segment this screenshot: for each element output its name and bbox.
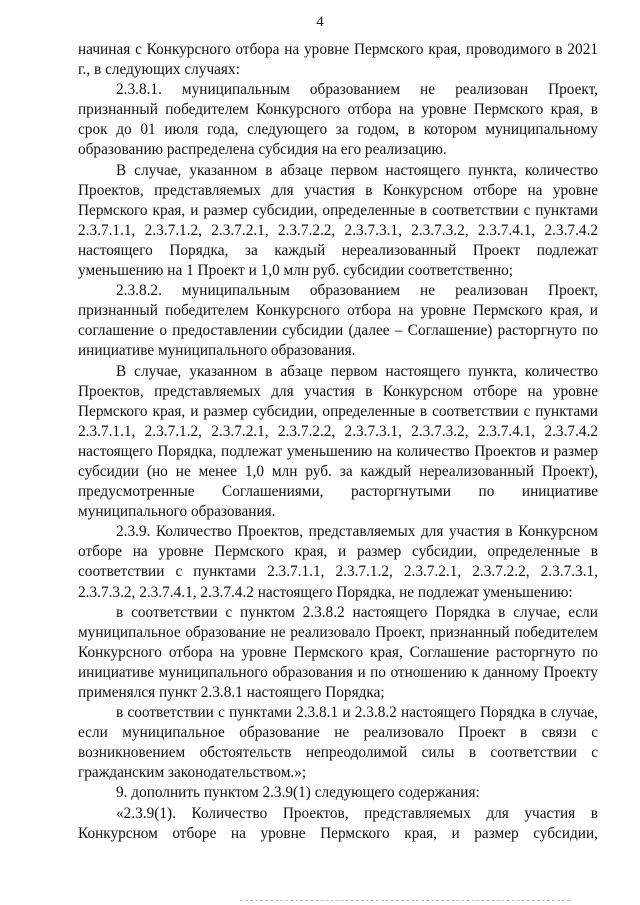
paragraph-2-3-8-1: 2.3.8.1. муниципальным образованием не реализован Проект, признанный победителем Конкурсного отбора на уровне Пермского края, в срок до 01 июля года, следующего за годом, в котором муниципальному образованию распределена субсидия на его реализацию. [78, 81, 598, 159]
paragraph-intro: начиная с Конкурсного отбора на уровне Пермского края, проводимого в 2021 г., в следующих случаях: [78, 41, 598, 79]
footer-divider [240, 900, 570, 901]
document-body [78, 40, 598, 844]
paragraph-2-3-8-2: 2.3.8.2. муниципальным образованием не реализован Проект, признанный победителем Конкурсного отбора на уровне Пермского края, и соглашение о предоставлении субсидии (далее – Соглашение) расторгнуто по инициативе муниципального образования. [78, 282, 598, 360]
paragraph-item-9: 9. дополнить пунктом 2.3.9(1) следующего содержания: [116, 784, 480, 802]
paragraph-case-first: В случае, указанном в абзаце первом настоящего пункта, количество Проектов, представляемых для участия в Конкурсном отборе на уровне Пермского края, и размер субсидии, определенные в соответствии с пунктами 2.3.7.1.1, 2.3.7.1.2, 2.3.7.2.1, 2.3.7.2.2, 2.3.7.3.1, 2.3.7.3.2, 2.3.7.4.1, 2.3.7.4.2 настоящего Порядка, за каждый нереализованный Проект подлежат уменьшению на 1 Проект и 1,0 млн руб. субсидии соответственно; [78, 161, 598, 280]
paragraph-exception-second: в соответствии с пунктами 2.3.8.1 и 2.3.8.2 настоящего Порядка в случае, если муниципальное образование не реализовало Проект в связи с возникновением обстоятельств непреодолимой силы в соответствии с гражданским законодательством.»; [78, 704, 598, 782]
paragraph-2-3-9-1: «2.3.9(1). Количество Проектов, представляемых для участия в Конкурсном отборе на уровне Пермского края, и размер субсидии, [78, 804, 598, 842]
paragraph-exception-first: в соответствии с пунктом 2.3.8.2 настоящего Порядка в случае, если муниципальное образование не реализовало Проект, признанный победителем Конкурсного отбора на уровне Пермского края, Соглашение расторгнуто по инициативе муниципального образования и по отношению к данному Проекту применялся пункт 2.3.8.1 настоящего Порядка; [78, 603, 598, 701]
paragraph-2-3-9: 2.3.9. Количество Проектов, представляемых для участия в Конкурсном отборе на уровне Пермского края, и размер субсидии, определенные в соответствии с пунктами 2.3.7.1.1, 2.3.7.1.2, 2.3.7.2.1, 2.3.7.2.2, 2.3.7.3.1, 2.3.7.3.2, 2.3.7.4.1, 2.3.7.4.2 настоящего Порядка, не подлежат уменьшению: [78, 523, 598, 601]
page-number: 4 [316, 14, 324, 30]
paragraph-case-second: В случае, указанном в абзаце первом настоящего пункта, количество Проектов, представляемых для участия в Конкурсном отборе на уровне Пермского края, и размер субсидии, определенные в соответствии с пунктами 2.3.7.1.1, 2.3.7.1.2, 2.3.7.2.1, 2.3.7.2.2, 2.3.7.3.1, 2.3.7.3.2, 2.3.7.4.1, 2.3.7.4.2 настоящего Порядка, подлежат уменьшению на количество Проектов и размер субсидии (но не менее 1,0 млн руб. за каждый нереализованный Проект), предусмотренные Соглашениями, расторгнутыми по инициативе муниципального образования. [78, 362, 598, 521]
